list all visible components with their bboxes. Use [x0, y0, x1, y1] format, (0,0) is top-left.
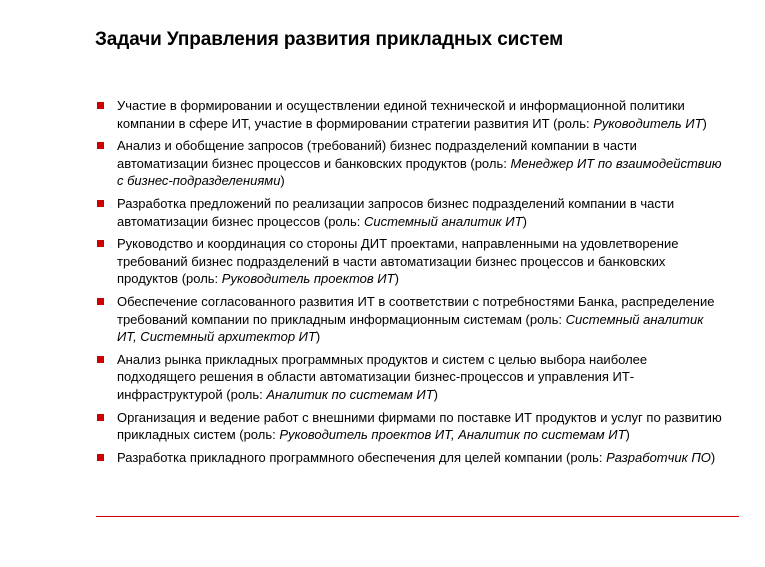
item-tail: ): [280, 173, 285, 189]
list-item: [97, 449, 722, 467]
bullet-square-icon: [97, 142, 104, 149]
list-item: [97, 137, 722, 190]
item-text: Руководство и координация со стороны ДИТ проектами, направленными на удовлетворение требований бизнес подразделений в части автоматизации бизнес процессов и банковских продуктов (роль:: [117, 236, 679, 287]
item-tail: ): [433, 386, 439, 402]
bullet-square-icon: [97, 454, 104, 461]
item-tail: ): [710, 449, 716, 465]
bullet-square-icon: [97, 240, 104, 247]
item-role: Системный аналитик ИТ, Системный архитектор ИТ: [117, 311, 704, 345]
bullet-square-icon: [97, 414, 104, 421]
list-item: [97, 293, 722, 346]
item-role: Менеджер ИТ по взаимодействию с бизнес-подразделениями: [117, 155, 722, 189]
item-role: Аналитик по системам ИТ: [266, 386, 434, 402]
list-item: [97, 195, 722, 230]
item-text: Организация и ведение работ с внешними фирмами по поставке ИТ продуктов и услуг по развитию прикладных систем (роль:: [117, 409, 722, 443]
item-text: Анализ и обобщение запросов (требований) бизнес подразделений компании в части автоматизации бизнес процессов и банковских продуктов (роль:: [117, 138, 637, 171]
item-tail: ): [702, 115, 707, 131]
bullet-square-icon: [97, 102, 104, 109]
item-role: Руководитель проектов ИТ, Аналитик по системам ИТ: [279, 427, 626, 443]
item-role: Разработчик ПО: [606, 449, 711, 465]
item-tail: ): [394, 271, 399, 287]
item-role: Руководитель ИТ: [593, 115, 703, 131]
item-tail: ): [625, 427, 630, 443]
list-item: [97, 351, 722, 404]
footer-divider: [96, 516, 739, 517]
item-text: Разработка предложений по реализации запросов бизнес подразделений компании в части автоматизации бизнес процессов (роль:: [117, 195, 675, 229]
item-text: Обеспечение согласованного развития ИТ в соответствии с потребностями Банка, распределение требований компании по прикладным информационным системам (роль:: [117, 293, 715, 327]
list-item: [97, 235, 722, 288]
bullet-square-icon: [97, 298, 104, 305]
item-role: Системный аналитик ИТ: [363, 213, 523, 229]
list-item: [97, 97, 722, 132]
slide-title: Задачи Управления развития прикладных систем: [95, 29, 564, 50]
item-text: Разработка прикладного программного обеспечения для целей компании (роль:: [117, 449, 607, 465]
bullet-square-icon: [97, 200, 104, 207]
list-item: [97, 409, 722, 444]
item-tail: ): [315, 329, 321, 345]
task-list: [97, 97, 722, 471]
bullet-square-icon: [97, 356, 104, 363]
item-role: Руководитель проектов ИТ: [221, 271, 395, 287]
item-text: Участие в формировании и осуществлении единой технической и информационной политики компании в сфере ИТ, участие в формировании стратегии развития ИТ (роль:: [117, 98, 685, 131]
item-tail: ): [522, 213, 527, 229]
item-text: Анализ рынка прикладных программных продуктов и систем с целью выбора наиболее подходящего решения в области автоматизации бизнес-процессов и управления ИТ-инфраструктурой (роль:: [117, 351, 648, 402]
